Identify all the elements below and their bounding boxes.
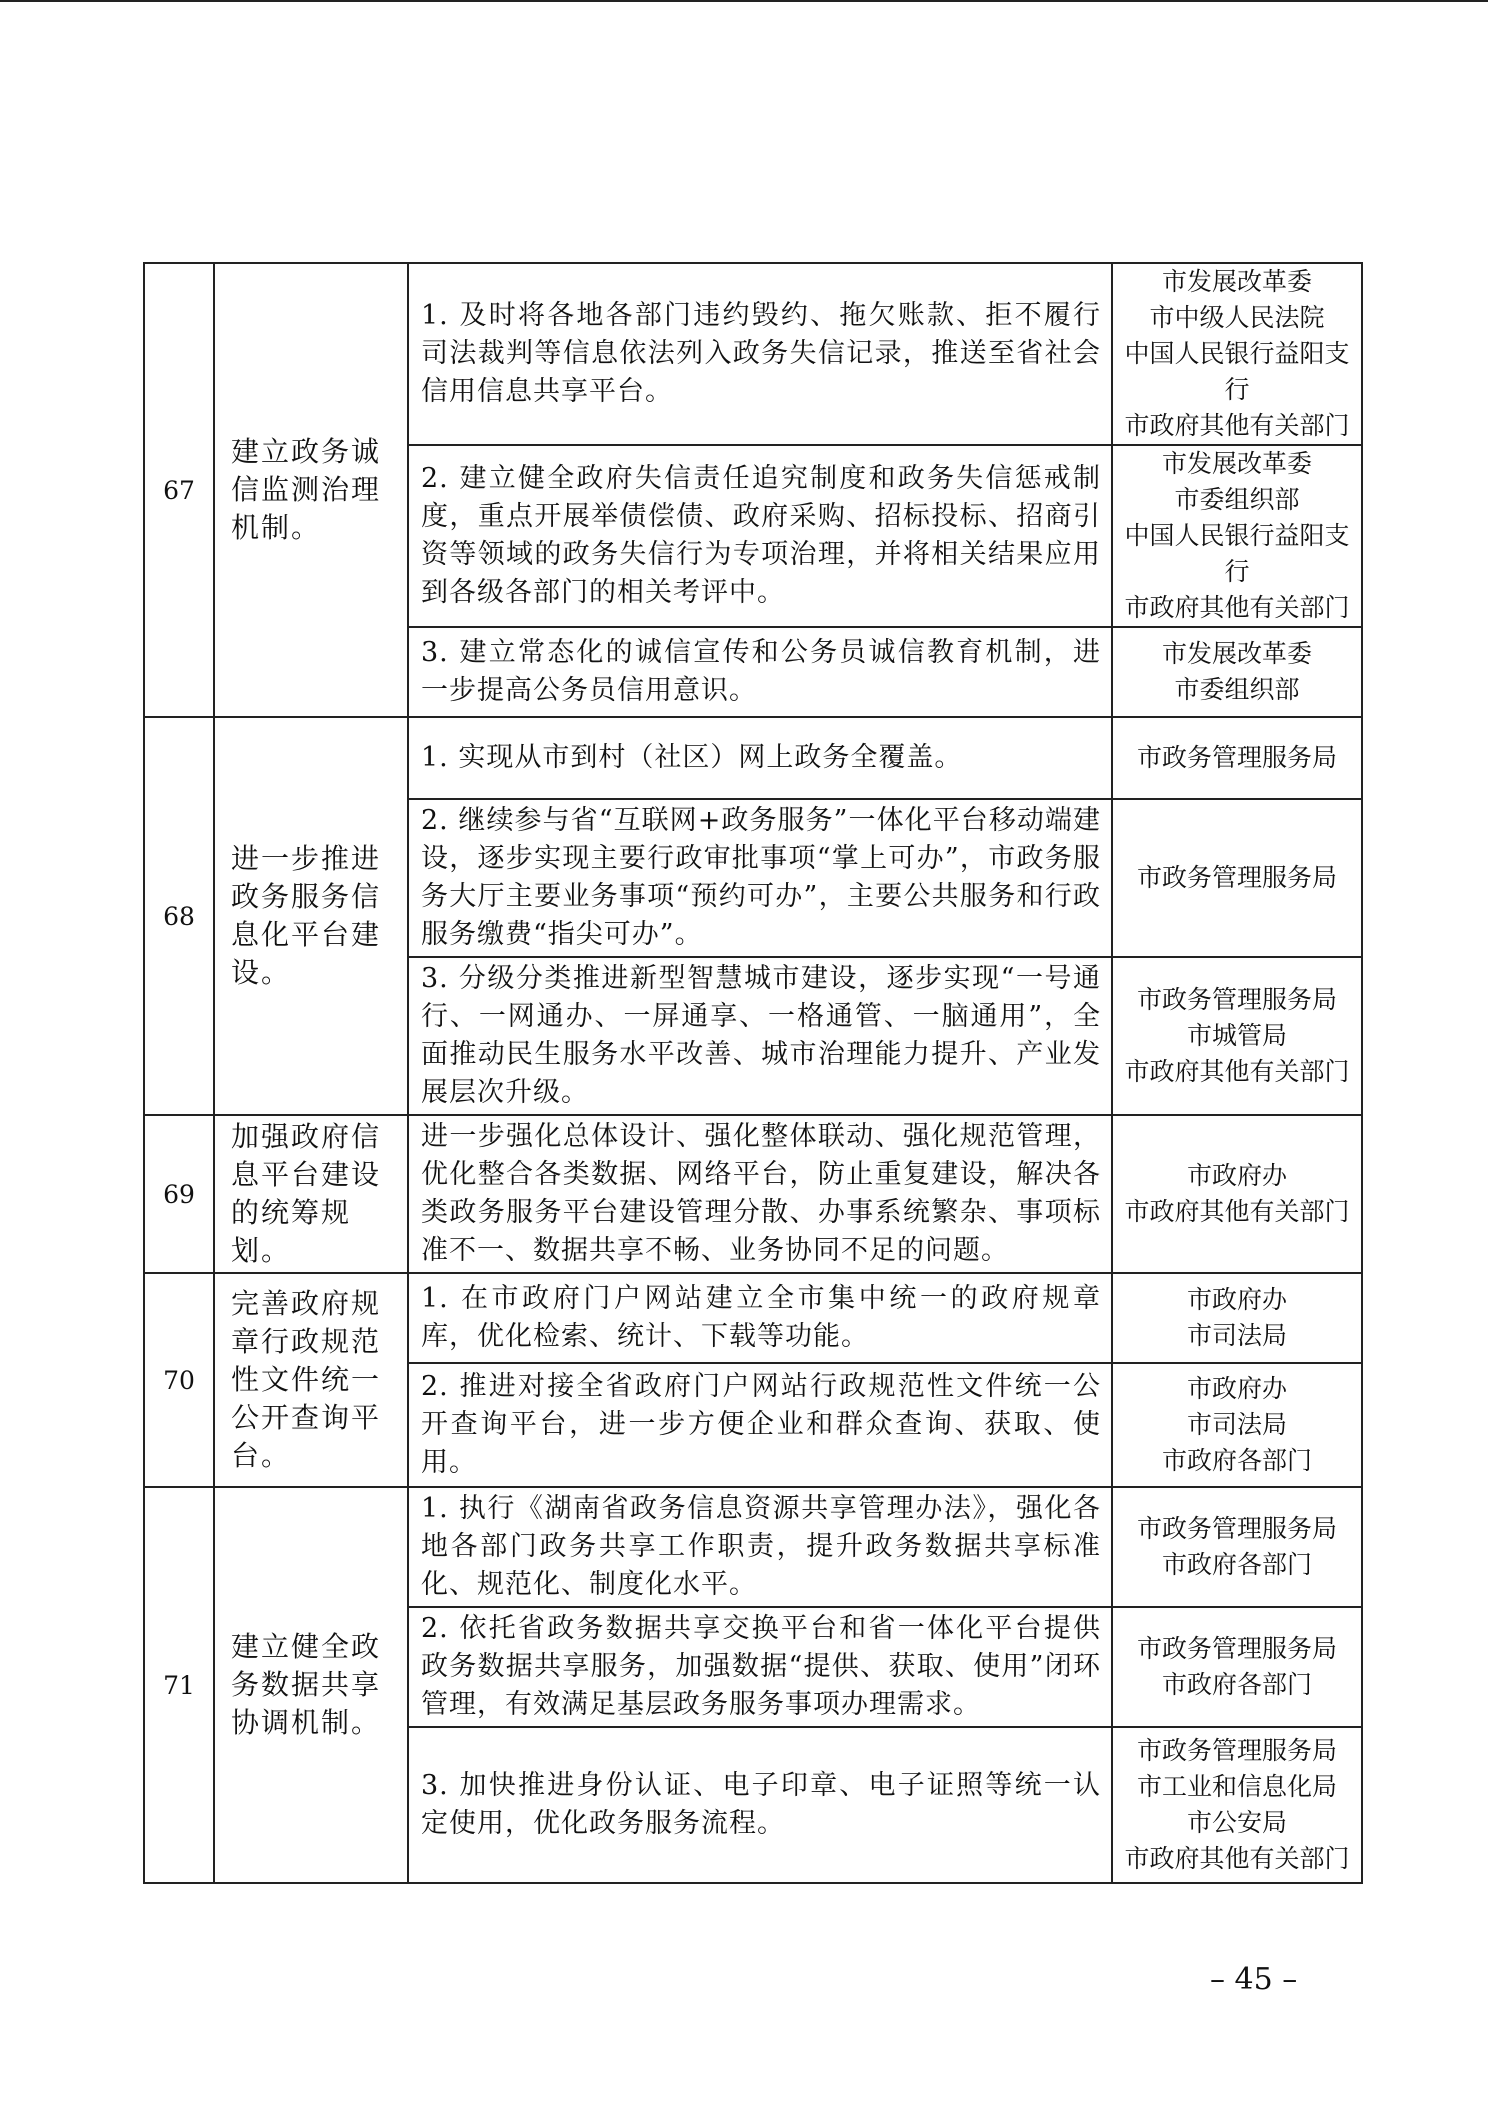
task-text: 3. 分级分类推进新型智慧城市建设，逐步实现“一号通行、一网通办、一屏通享、一格通管、一脑通用”，全面推动民生服务水平改善、城市治理能力提升、产业发展层次升级。 <box>408 957 1112 1115</box>
dept-name: 市政府各部门 <box>1161 1550 1312 1579</box>
dept-name: 市政府办 <box>1186 1285 1287 1314</box>
task-text: 1. 执行《湖南省政务信息资源共享管理办法》，强化各地各部门政务共享工作职责，提升政务数据共享标准化、规范化、制度化水平。 <box>408 1487 1112 1607</box>
table-row <box>144 1487 1362 1607</box>
table-row <box>144 717 1362 799</box>
dept-name: 市政务管理服务局 <box>1136 1514 1337 1543</box>
row-number: 69 <box>144 1115 214 1273</box>
responsible-depts <box>1112 1115 1362 1273</box>
table-row <box>144 1273 1362 1363</box>
dept-name: 中国人民银行益阳支行 <box>1124 339 1350 404</box>
responsible-depts <box>1112 1607 1362 1727</box>
dept-name: 市发展改革委 <box>1161 267 1312 296</box>
dept-name: 市政府其他有关部门 <box>1124 1057 1350 1086</box>
row-number: 71 <box>144 1487 214 1883</box>
responsible-depts <box>1112 1273 1362 1363</box>
dept-name: 市政府各部门 <box>1161 1446 1312 1475</box>
dept-name: 市政府其他有关部门 <box>1124 1197 1350 1226</box>
dept-name: 市政务管理服务局 <box>1136 985 1337 1014</box>
dept-name: 市政务管理服务局 <box>1136 1736 1337 1765</box>
responsible-depts <box>1112 717 1362 799</box>
dept-name: 市政府其他有关部门 <box>1124 411 1350 440</box>
table-row <box>144 1115 1362 1273</box>
dept-name: 市城管局 <box>1186 1021 1287 1050</box>
task-text: 2. 推进对接全省政府门户网站行政规范性文件统一公开查询平台，进一步方便企业和群众查询、获取、使用。 <box>408 1363 1112 1487</box>
dept-name: 市公安局 <box>1186 1808 1287 1837</box>
dept-name: 市政务管理服务局 <box>1136 743 1337 772</box>
dept-name: 市政府其他有关部门 <box>1124 593 1350 622</box>
dept-name: 市政府各部门 <box>1161 1670 1312 1699</box>
dept-name: 市司法局 <box>1186 1321 1287 1350</box>
row-number: 68 <box>144 717 214 1115</box>
task-text: 2. 继续参与省“互联网+政务服务”一体化平台移动端建设，逐步实现主要行政审批事项“掌上可办”，市政务服务大厅主要业务事项“预约可办”，主要公共服务和行政服务缴费“指尖可办”。 <box>408 799 1112 957</box>
dept-name: 市中级人民法院 <box>1149 303 1325 332</box>
dept-name: 市发展改革委 <box>1161 639 1312 668</box>
task-text: 1. 实现从市到村（社区）网上政务全覆盖。 <box>408 717 1112 799</box>
item-title: 进一步推进政务服务信息化平台建设。 <box>214 717 408 1115</box>
item-title: 加强政府信息平台建设的统筹规划。 <box>214 1115 408 1273</box>
dept-name: 市政务管理服务局 <box>1136 863 1337 892</box>
responsible-depts <box>1112 263 1362 445</box>
task-text: 3. 建立常态化的诚信宣传和公务员诚信教育机制，进一步提高公务员信用意识。 <box>408 627 1112 717</box>
item-title: 完善政府规章行政规范性文件统一公开查询平台。 <box>214 1273 408 1487</box>
item-title: 建立健全政务数据共享协调机制。 <box>214 1487 408 1883</box>
task-text: 1. 及时将各地各部门违约毁约、拖欠账款、拒不履行司法裁判等信息依法列入政务失信记录，推送至省社会信用信息共享平台。 <box>408 263 1112 445</box>
task-table <box>143 262 1363 1884</box>
page-top-border <box>0 0 1488 2</box>
responsible-depts <box>1112 627 1362 717</box>
page-number: – 45 – <box>1210 1962 1298 1997</box>
row-number: 67 <box>144 263 214 717</box>
responsible-depts <box>1112 1487 1362 1607</box>
dept-name: 市委组织部 <box>1174 675 1300 704</box>
task-text: 2. 建立健全政府失信责任追究制度和政务失信惩戒制度，重点开展举债偿债、政府采购、招标投标、招商引资等领域的政务失信行为专项治理，并将相关结果应用到各级各部门的相关考评中。 <box>408 445 1112 627</box>
row-number: 70 <box>144 1273 214 1487</box>
item-title: 建立政务诚信监测治理机制。 <box>214 263 408 717</box>
responsible-depts <box>1112 445 1362 627</box>
dept-name: 市政务管理服务局 <box>1136 1634 1337 1663</box>
dept-name: 市工业和信息化局 <box>1136 1772 1337 1801</box>
task-text: 2. 依托省政务数据共享交换平台和省一体化平台提供政务数据共享服务，加强数据“提供、获取、使用”闭环管理，有效满足基层政务服务事项办理需求。 <box>408 1607 1112 1727</box>
responsible-depts <box>1112 799 1362 957</box>
dept-name: 市政府办 <box>1186 1374 1287 1403</box>
dept-name: 市政府办 <box>1186 1161 1287 1190</box>
dept-name: 市发展改革委 <box>1161 449 1312 478</box>
task-text: 1. 在市政府门户网站建立全市集中统一的政府规章库，优化检索、统计、下载等功能。 <box>408 1273 1112 1363</box>
task-text: 3. 加快推进身份认证、电子印章、电子证照等统一认定使用，优化政务服务流程。 <box>408 1727 1112 1883</box>
dept-name: 市司法局 <box>1186 1410 1287 1439</box>
table-row <box>144 263 1362 445</box>
dept-name: 中国人民银行益阳支行 <box>1124 521 1350 586</box>
dept-name: 市政府其他有关部门 <box>1124 1844 1350 1873</box>
responsible-depts <box>1112 957 1362 1115</box>
responsible-depts <box>1112 1363 1362 1487</box>
responsible-depts <box>1112 1727 1362 1883</box>
task-text: 进一步强化总体设计、强化整体联动、强化规范管理，优化整合各类数据、网络平台，防止重复建设，解决各类政务服务平台建设管理分散、办事系统繁杂、事项标准不一、数据共享不畅、业务协同不足的问题。 <box>408 1115 1112 1273</box>
dept-name: 市委组织部 <box>1174 485 1300 514</box>
